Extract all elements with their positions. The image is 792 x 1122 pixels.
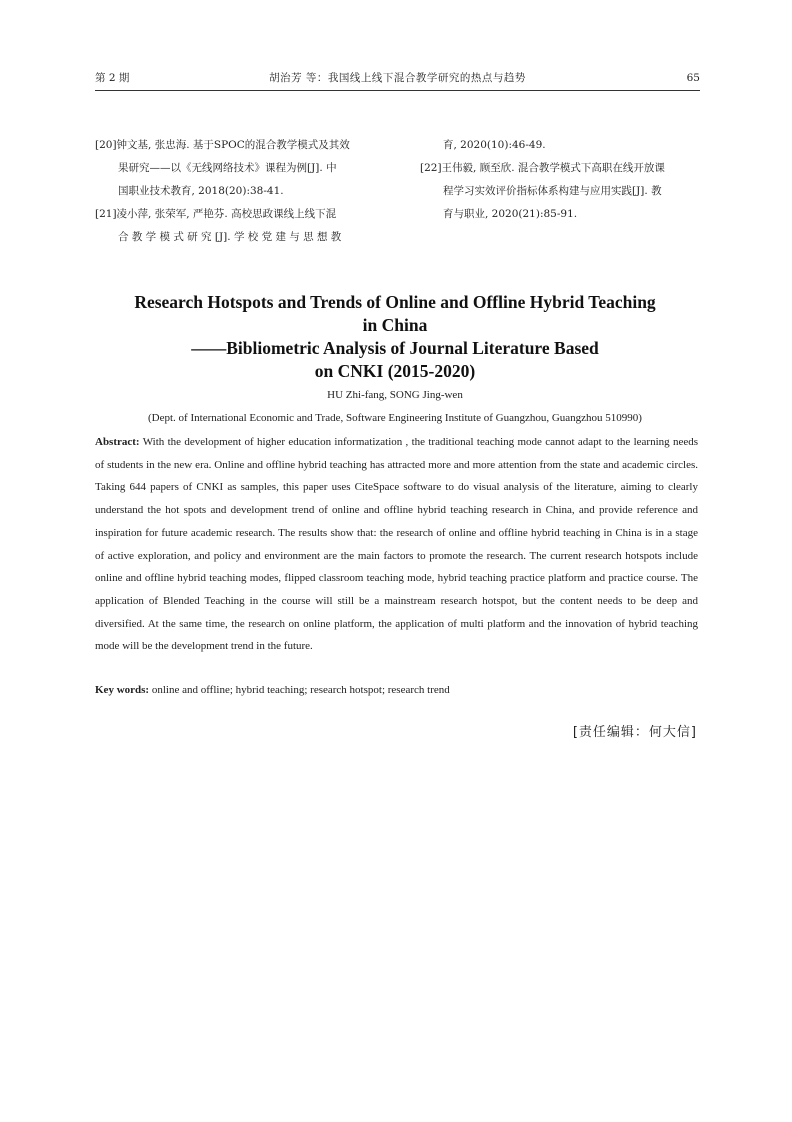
reference-line: 育, 2020(10):46-49. [443,139,546,151]
title-line: Research Hotspots and Trends of Online and Offline Hybrid Teaching [134,292,656,312]
title-line: on CNKI (2015-2020) [314,361,476,381]
english-authors: HU Zhi-fang, SONG Jing-wen [327,389,463,401]
editor-note: [责任编辑：何大信] [572,725,697,740]
running-title: 胡治芳 等：我国线上线下混合教学研究的热点与趋势 [269,72,526,84]
issue-number: 第 2 期 [95,72,130,84]
keywords-text: online and offline; hybrid teaching; research hotspot; research trend [151,684,450,696]
english-title [95,291,695,383]
reference-column-right [420,134,705,226]
reference-line: [20]钟文基, 张忠海. 基于SPOC的混合教学模式及其效 [95,139,350,151]
reference-21 [95,203,380,249]
reference-line: [22]王伟毅, 顾至欣. 混合教学模式下高职在线开放课 [420,162,665,174]
english-affiliation: (Dept. of International Economic and Trade, Software Engineering Institute of Guangzhou, Guangzhou 510990) [148,412,642,424]
reference-line: 育与职业, 2020(21):85-91. [443,208,578,220]
keywords-label: Key words: [95,684,150,696]
english-keywords [95,682,698,698]
reference-line: 合 教 学 模 式 研 究 [J]. 学 校 党 建 与 思 想 教 [118,231,342,243]
title-line: ——Bibliometric Analysis of Journal Literature Based [191,338,599,358]
reference-22 [420,157,705,226]
abstract-label: Abstract: [95,436,140,448]
reference-20 [95,134,380,203]
reference-line: [21]凌小萍, 张荣军, 严艳芬. 高校思政课线上线下混 [95,208,337,220]
running-header [95,70,700,91]
title-line: in China [362,315,428,335]
reference-line: 程学习实效评价指标体系构建与应用实践[J]. 教 [443,185,662,197]
page-number: 65 [686,72,700,84]
english-abstract [95,431,698,658]
abstract-text: With the development of higher education informatization , the traditional teaching mode cannot adapt to the learning needs of students in the new era. Online and offline hybrid teaching has attracted more and more attention from the state and academic circles. Taking 644 papers of CNKI as samples, this paper uses CiteSpace software to do visual analysis of the literature, aiming to clearly understand the hot spots and development trend of online and offline hybrid teaching research in China, and provide reference and inspiration for future academic research. The results show that: the research of online and offline hybrid teaching in China is in a stage of active exploration, and policy and environment are the main factors to promote the research. The current research hotspots include online and offline hybrid teaching modes, flipped classroom teaching mode, hybrid teaching practice platform and practice course. The application of Blended Teaching in the course will still be a mainstream research hotspot, but the content needs to be deep and diversified. At the same time, the research on online platform, the application of multi platform and the innovation of hybrid teaching mode will be the development trend in the future. [95,436,698,653]
reference-line: 国职业技术教育, 2018(20):38-41. [118,185,284,197]
reference-line: 果研究——以《无线网络技术》课程为例[J]. 中 [118,162,337,174]
reference-column-left [95,134,380,249]
